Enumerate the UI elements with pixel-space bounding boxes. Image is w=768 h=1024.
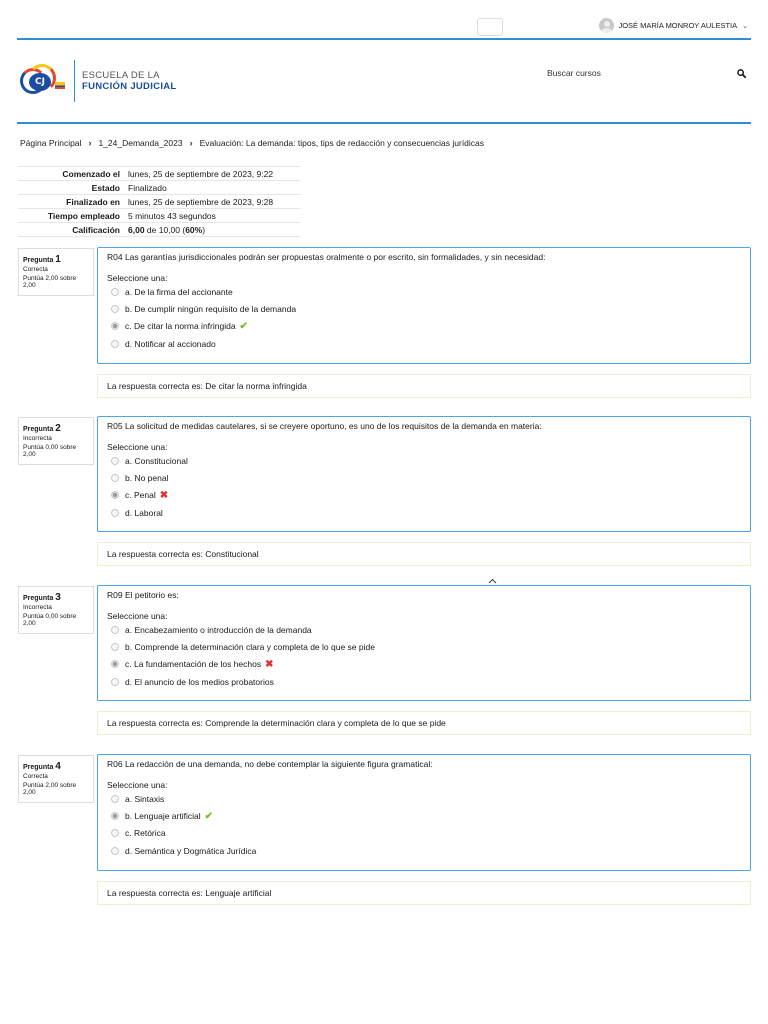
question-points: Puntúa 2,00 sobre 2,00 [23,275,77,290]
question-prompt: Seleccione una: [107,780,168,790]
answer-option-label: b. Comprende la determinación clara y completa de lo que se pide [125,642,375,653]
answer-option-label: a. De la firma del accionante [125,286,233,297]
question-status: Incorrecta [23,435,52,442]
summary-label: Tiempo empleado [18,209,124,223]
question-content [97,416,751,532]
answer-option-label: d. Laboral [125,507,163,518]
answer-option[interactable] [107,638,741,655]
answer-option-label: c. Retórica [125,828,166,839]
summary-row [18,167,300,181]
chevron-right-icon: › [189,138,193,148]
grade-percent: 60% [185,224,203,235]
answer-option-label: b. De cumplir ningún requisito de la demanda [125,304,297,315]
radio-button[interactable] [111,795,119,803]
question-status: Correcta [23,773,48,780]
question-info [18,248,94,296]
search-input[interactable]: Buscar cursos [547,68,601,78]
answer-option-label: d. El anuncio de los medios probatorios [125,676,274,687]
radio-button[interactable] [111,678,119,686]
logo-divider [74,60,75,102]
question-label: Pregunta [23,595,54,602]
summary-row [18,195,300,209]
question-content [97,754,751,871]
summary-row [18,181,300,195]
answer-option[interactable] [107,673,741,690]
summary-row [18,209,300,223]
summary-label: Estado [18,181,124,195]
logo-mark-icon: CJ [20,60,68,102]
answer-option-label: a. Sintaxis [125,793,165,804]
answer-option-label: b. Lenguaje artificial [125,811,201,822]
question-number: 4 [55,761,61,772]
logo-text [82,70,177,92]
answer-option[interactable] [107,621,741,638]
summary-grade-value [124,223,300,237]
breadcrumb-home[interactable]: Página Principal [20,138,82,148]
question-number: 1 [55,254,61,265]
answer-option-label: c. Penal [125,490,156,501]
answer-option[interactable] [107,452,741,469]
user-menu[interactable] [599,18,748,33]
radio-button[interactable] [111,626,119,634]
radio-button[interactable] [111,474,119,482]
question-label: Pregunta [23,426,54,433]
answer-option[interactable] [107,318,741,335]
user-name: JOSÉ MARÍA MONROY AULESTIA [618,21,738,30]
question-label: Pregunta [23,764,54,771]
question-info [18,417,94,465]
breadcrumb-course[interactable]: 1_24_Demanda_2023 [98,138,183,148]
question-label: Pregunta [23,257,54,264]
summary-label: Finalizado en [18,195,124,209]
radio-button[interactable] [111,829,119,837]
chevron-up-icon[interactable] [488,578,497,584]
answer-option[interactable] [107,825,741,842]
radio-button[interactable] [111,305,119,313]
breadcrumb [20,138,484,148]
top-navbar [0,0,768,39]
answer-option[interactable] [107,504,741,521]
question-prompt: Seleccione una: [107,273,168,283]
attempt-summary-table [18,166,300,237]
answer-option-label: d. Notificar al accionado [125,338,216,349]
question-feedback: La respuesta correcta es: Lenguaje artificial [97,881,751,905]
summary-value: Finalizado [124,181,300,195]
answer-option[interactable] [107,487,741,504]
check-icon: ✔ [239,320,248,332]
radio-button[interactable] [111,660,119,668]
answer-option[interactable] [107,842,741,859]
navbar-empty-button[interactable] [477,18,503,36]
radio-button[interactable] [111,509,119,517]
breadcrumb-quiz[interactable]: Evaluación: La demanda: tipos, tips de redacción y consecuencias jurídicas [199,138,485,148]
question-feedback: La respuesta correcta es: Comprende la determinación clara y completa de lo que se pide [97,711,751,735]
chevron-right-icon: › [88,138,92,148]
question-prompt: Seleccione una: [107,442,168,452]
search-icon[interactable] [737,69,746,78]
question-text: R09 El petitorio es: [107,590,179,600]
site-logo[interactable] [20,60,177,102]
answer-option-label: c. De citar la norma infringida [125,321,236,332]
cross-icon: ✖ [265,658,274,670]
radio-button[interactable] [111,288,119,296]
question-number: 2 [55,423,61,434]
header-bottom-divider [17,122,751,124]
summary-value: lunes, 25 de septiembre de 2023, 9:22 [124,167,300,181]
answer-option[interactable] [107,300,741,317]
question-info [18,586,94,634]
question-prompt: Seleccione una: [107,611,168,621]
question-feedback: La respuesta correcta es: De citar la norma infringida [97,374,751,398]
question-text: R06 La redacción de una demanda, no debe contemplar la siguiente figura gramatical: [107,759,433,769]
question-points: Puntúa 2,00 sobre 2,00 [23,782,77,797]
answer-option[interactable] [107,335,741,352]
question-text: R04 Las garantías jurisdiccionales podrán ser propuestas oralmente o por escrito, sin formalidades, y sin necesidad: [107,252,546,262]
radio-button[interactable] [111,491,119,499]
question-points: Puntúa 0,00 sobre 2,00 [23,444,77,459]
question-number: 3 [55,592,61,603]
answer-option[interactable] [107,656,741,673]
summary-row [18,223,300,237]
radio-button[interactable] [111,322,119,330]
answer-option-label: c. La fundamentación de los hechos [125,659,262,670]
user-avatar-icon [599,18,614,33]
answer-option-label: a. Constitucional [125,455,188,466]
summary-label: Comenzado el [18,167,124,181]
question-content [97,585,751,701]
summary-label: Calificación [18,223,124,237]
chevron-down-icon: ⌄ [742,22,748,30]
answer-option[interactable] [107,283,741,300]
radio-button[interactable] [111,847,119,855]
question-points: Puntúa 0,00 sobre 2,00 [23,613,77,628]
header-top-divider [17,38,751,40]
question-status: Incorrecta [23,604,52,611]
check-icon: ✔ [204,810,213,822]
logo-text-line2: FUNCIÓN JUDICIAL [82,81,177,92]
cross-icon: ✖ [159,489,169,501]
question-content [97,247,751,364]
question-feedback: La respuesta correcta es: Constitucional [97,542,751,566]
answer-option-label: b. No penal [125,473,169,484]
radio-button[interactable] [111,340,119,348]
radio-button[interactable] [111,812,119,820]
answer-option[interactable] [107,469,741,486]
radio-button[interactable] [111,457,119,465]
question-info [18,755,94,803]
answer-option-label: d. Semántica y Dogmática Jurídica [125,845,257,856]
grade-total: de 10,00 ( [144,224,186,235]
grade-close: ) [202,224,206,235]
course-search[interactable] [547,68,749,82]
summary-value: 5 minutos 43 segundos [124,209,300,223]
grade-score: 6,00 [128,224,145,235]
question-text: R05 La solicitud de medidas cautelares, si se creyere oportuno, es uno de los requisitos de la demanda en materia: [107,421,542,431]
answer-option-label: a. Encabezamiento o introducción de la demanda [125,624,312,635]
radio-button[interactable] [111,643,119,651]
summary-value: lunes, 25 de septiembre de 2023, 9:28 [124,195,300,209]
answer-option[interactable] [107,790,741,807]
logo-text-line1: ESCUELA DE LA [82,70,160,81]
question-status: Correcta [23,266,48,273]
answer-option[interactable] [107,807,741,824]
